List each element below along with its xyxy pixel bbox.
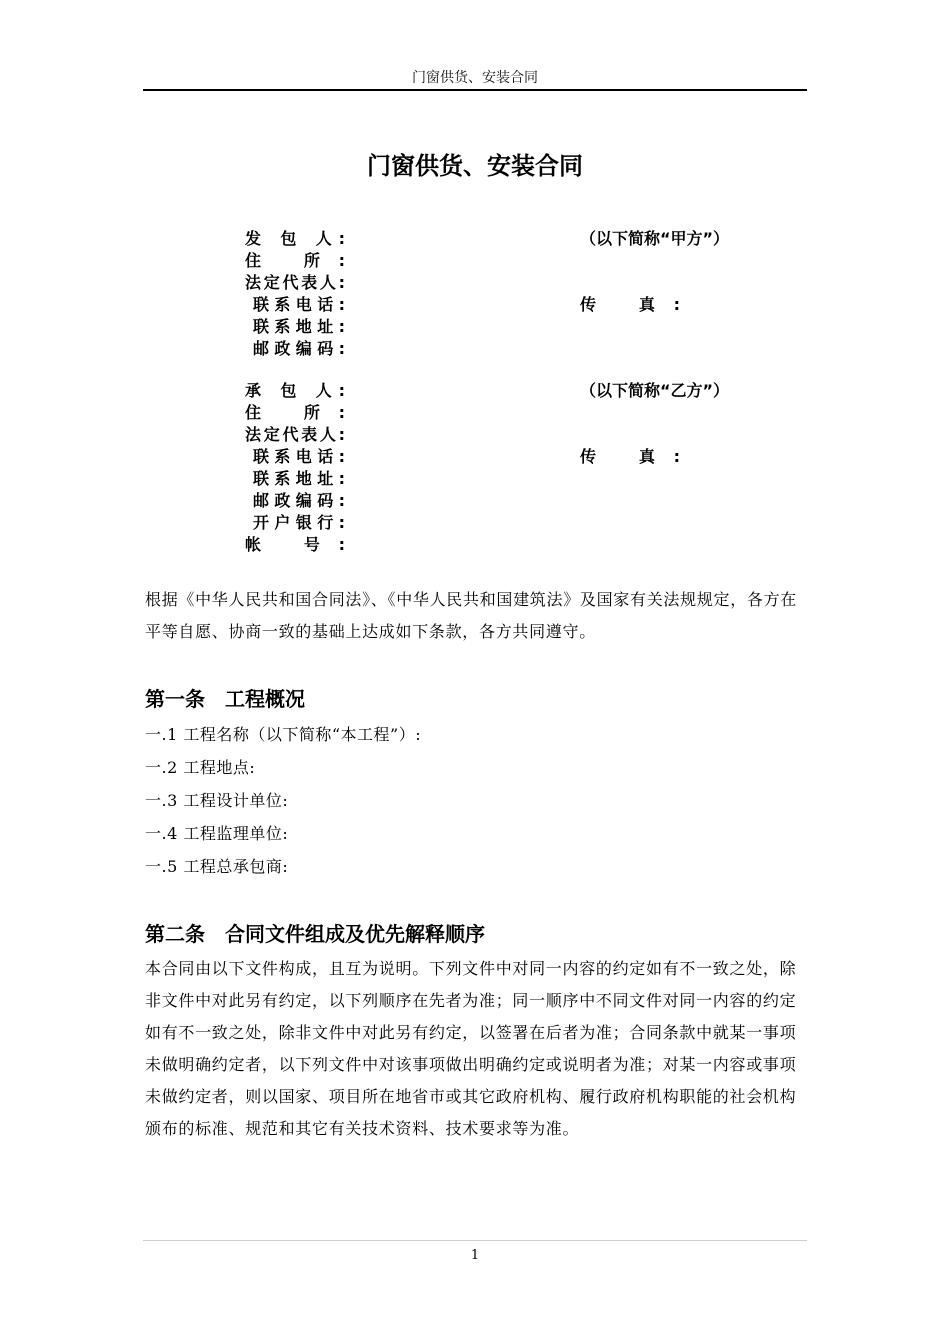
party-a-phone-label: 联系电话: (253, 295, 345, 314)
section-2-title: 第二条 合同文件组成及优先解释顺序 (145, 922, 485, 946)
section-2-body: 本合同由以下文件构成，且互为说明。下列文件中对同一内容的约定如有不一致之处，除非文件中对此另有约定，以下列顺序在先者为准；同一顺序中不同文件对同一内容的约定如有不一致之处，除非文件中对此另有约定，以签署在后者为准；合同条款中就某一事项未做明确约定者，以下列文件中对该事项做出明确约定或说明者为准；对某一内容或事项未做约定者，则以国家、项目所在地省市或其它政府机构、履行政府机构职能的社会机构颁布的标准、规范和其它有关技术资料、技术要求等为准。 (145, 959, 797, 1138)
party-a-address-label: 住 所: (245, 251, 345, 270)
document-title: 门窗供货、安装合同 (367, 152, 583, 180)
party-b-postal-row (245, 490, 805, 512)
party-a-address-row (245, 250, 805, 272)
party-b-address-row (245, 402, 805, 424)
party-b-phone-label: 联系电话: (253, 447, 345, 466)
party-b-postal-label: 邮政编码: (253, 491, 345, 510)
party-b-representative-row (245, 424, 805, 446)
party-a-postal-row (245, 338, 805, 360)
footer-divider (143, 1240, 807, 1241)
header-divider (143, 89, 807, 91)
section-1-item: 一.1 工程名称（以下简称“本工程”）: (145, 725, 422, 744)
section-1-item: 一.3 工程设计单位: (145, 791, 289, 810)
party-b-bank-row (245, 512, 805, 534)
party-a-contractor-label: 发 包 人: (245, 229, 345, 248)
party-b-account-row (245, 534, 805, 556)
party-b-phone-row (245, 446, 805, 468)
party-a-fax-label: 传 真: (580, 295, 680, 314)
party-b-address-label: 住 所: (245, 403, 345, 422)
party-a-contractor-row (245, 228, 805, 250)
page-number: 1 (470, 1248, 480, 1263)
party-a-contact-address-row (245, 316, 805, 338)
party-b-fax-label: 传 真: (580, 447, 680, 466)
party-b-contact-address-label: 联系地址: (253, 469, 345, 488)
party-a-phone-row (245, 294, 805, 316)
section-1-item: 一.2 工程地点: (145, 758, 256, 777)
party-a-representative-row (245, 272, 805, 294)
section-1-item: 一.4 工程监理单位: (145, 824, 289, 843)
running-header: 门窗供货、安装合同 (412, 70, 538, 86)
party-a-alias-note: （以下简称“甲方”） (580, 229, 730, 248)
party-b-alias-note: （以下简称“乙方”） (580, 381, 730, 400)
party-b-contractor-label: 承 包 人: (245, 381, 345, 400)
section-1-title: 第一条 工程概况 (145, 687, 305, 711)
party-a-representative-label: 法定代表人: (245, 273, 345, 292)
party-b-account-label: 帐 号: (245, 535, 345, 554)
section-1-item: 一.5 工程总承包商: (145, 857, 289, 876)
party-b-representative-label: 法定代表人: (245, 425, 345, 444)
party-a-contact-address-label: 联系地址: (253, 317, 345, 336)
party-b-contractor-row (245, 380, 805, 402)
intro-paragraph: 根据《中华人民共和国合同法》、《中华人民共和国建筑法》及国家有关法规规定，各方在平等自愿、协商一致的基础上达成如下条款，各方共同遵守。 (145, 590, 798, 641)
party-a-postal-label: 邮政编码: (253, 339, 345, 358)
party-b-contact-address-row (245, 468, 805, 490)
party-b-bank-label: 开户银行: (253, 513, 345, 532)
